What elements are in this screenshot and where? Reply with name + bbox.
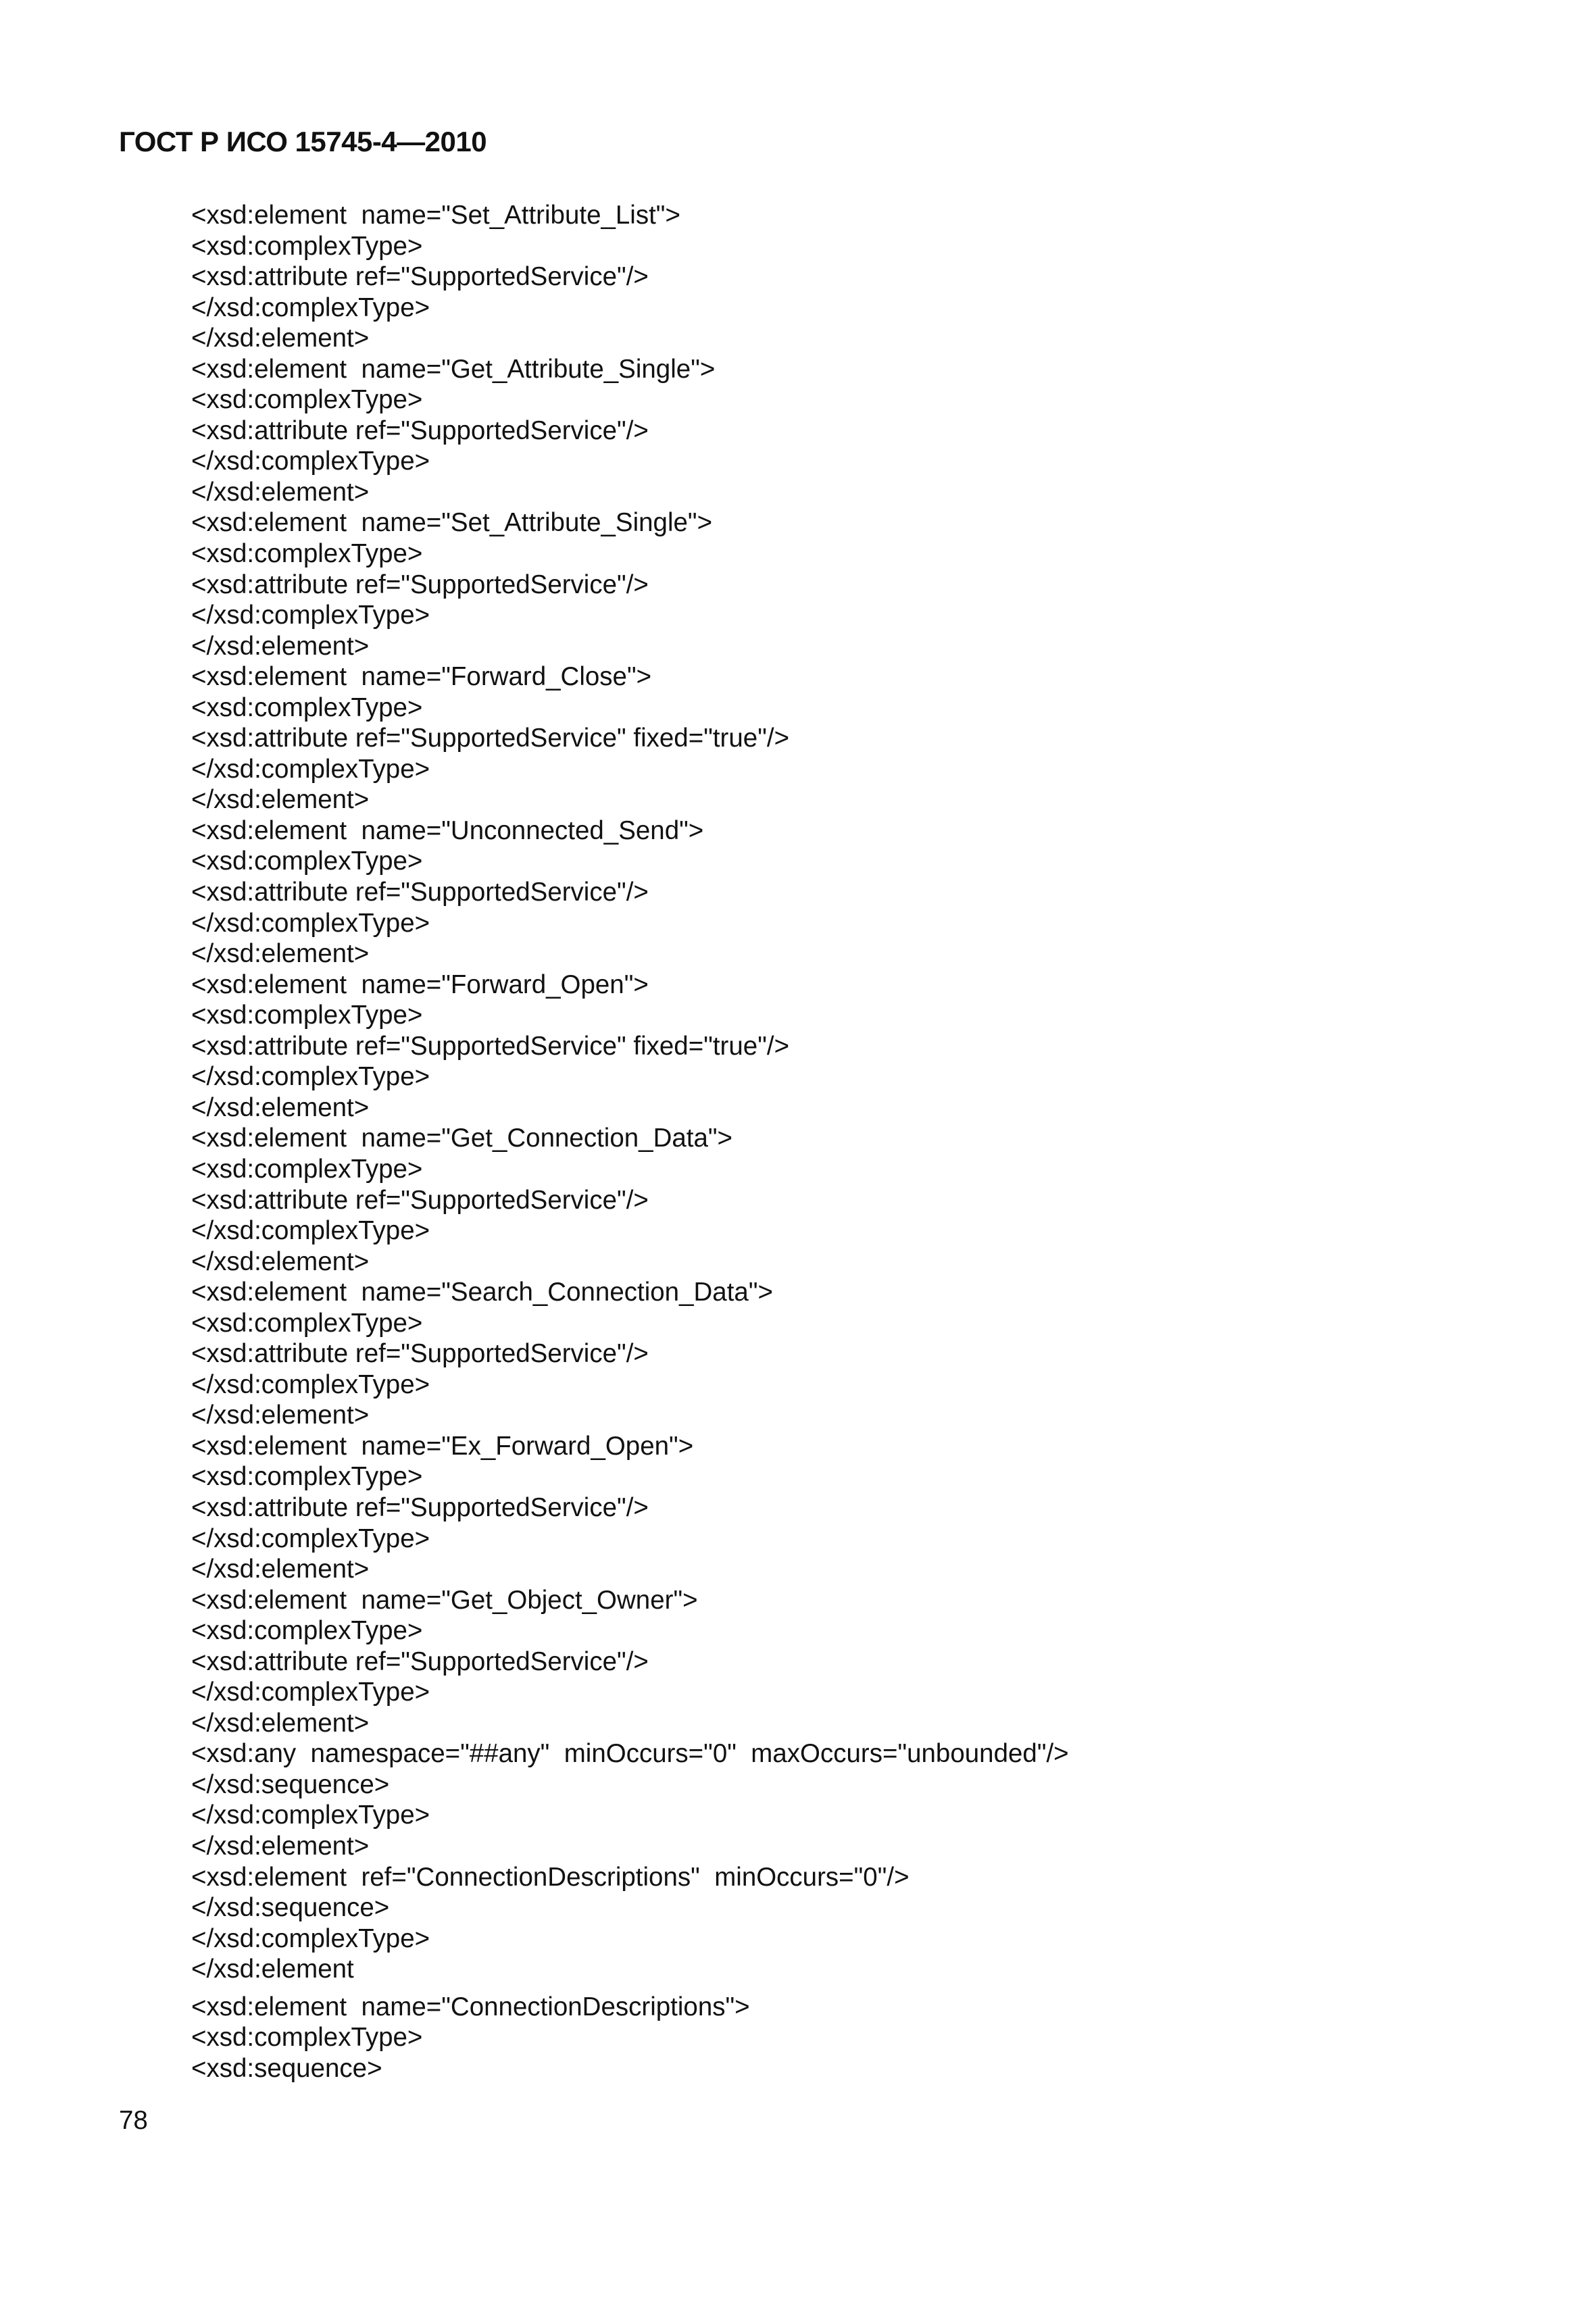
code-line: <xsd:element name="Forward_Open">	[191, 970, 649, 999]
code-line: <xsd:attribute ref="SupportedService"/>	[191, 1339, 649, 1369]
code-line: </xsd:complexType>	[191, 1524, 430, 1553]
code-line: </xsd:complexType>	[191, 1801, 430, 1830]
code-line: <xsd:attribute ref="SupportedService"/>	[191, 1646, 649, 1676]
code-line: <xsd:attribute ref="SupportedService" fixed="true"/>	[191, 724, 790, 753]
code-line: <xsd:element ref="ConnectionDescriptions" minOccurs="0"/>	[191, 1862, 909, 1892]
code-line: <xsd:attribute ref="SupportedService"/>	[191, 878, 649, 907]
code-line: </xsd:complexType>	[191, 1216, 430, 1246]
code-line: <xsd:attribute ref="SupportedService"/>	[191, 1492, 649, 1522]
code-line: <xsd:complexType>	[191, 693, 423, 722]
code-line: </xsd:complexType>	[191, 908, 430, 938]
code-line: </xsd:complexType>	[191, 1062, 430, 1092]
code-line: <xsd:complexType>	[191, 1154, 423, 1184]
code-line: </xsd:complexType>	[191, 601, 430, 630]
code-line: </xsd:complexType>	[191, 1369, 430, 1399]
code-line: <xsd:element name="Get_Connection_Data">	[191, 1124, 733, 1153]
xml-schema-code-block	[191, 200, 1475, 2084]
code-line: </xsd:element>	[191, 631, 370, 661]
code-line: </xsd:element>	[191, 477, 370, 507]
code-line: <xsd:sequence>	[191, 2053, 382, 2083]
document-header: ГОСТ Р ИСО 15745-4—2010	[119, 126, 487, 157]
code-line: <xsd:element name="ConnectionDescriptions">	[191, 1992, 750, 2021]
code-line: <xsd:complexType>	[191, 1462, 423, 1492]
code-line: </xsd:element>	[191, 1401, 370, 1430]
code-line: <xsd:attribute ref="SupportedService" fixed="true"/>	[191, 1031, 790, 1061]
code-line: </xsd:complexType>	[191, 1678, 430, 1707]
code-line: </xsd:element>	[191, 939, 370, 969]
code-line: </xsd:element>	[191, 324, 370, 353]
code-line: <xsd:complexType>	[191, 847, 423, 876]
code-line: </xsd:element>	[191, 1247, 370, 1276]
code-line: <xsd:complexType>	[191, 2023, 423, 2053]
code-line: </xsd:sequence>	[191, 1769, 390, 1799]
code-line: </xsd:element	[191, 1955, 354, 1984]
page-number: 78	[119, 2106, 148, 2135]
code-line: <xsd:complexType>	[191, 1616, 423, 1646]
code-line: <xsd:element name="Unconnected_Send">	[191, 815, 704, 845]
code-line: </xsd:element>	[191, 785, 370, 815]
code-line: </xsd:sequence>	[191, 1893, 390, 1923]
code-line: <xsd:element name="Set_Attribute_List">	[191, 201, 680, 230]
code-line: <xsd:element name="Get_Object_Owner">	[191, 1585, 698, 1615]
code-line: <xsd:complexType>	[191, 539, 423, 569]
code-line: <xsd:element name="Search_Connection_Data">	[191, 1278, 773, 1307]
code-line: <xsd:element name="Set_Attribute_Single">	[191, 508, 713, 538]
code-line: </xsd:complexType>	[191, 293, 430, 322]
code-line: <xsd:complexType>	[191, 1308, 423, 1338]
code-line: <xsd:attribute ref="SupportedService"/>	[191, 416, 649, 445]
code-line: <xsd:complexType>	[191, 231, 423, 261]
code-line: <xsd:element name="Ex_Forward_Open">	[191, 1431, 694, 1461]
code-line: </xsd:element>	[191, 1831, 370, 1861]
code-line: </xsd:complexType>	[191, 1923, 430, 1953]
code-line: <xsd:complexType>	[191, 385, 423, 415]
code-line: <xsd:element name="Get_Attribute_Single">	[191, 354, 716, 384]
code-line: <xsd:attribute ref="SupportedService"/>	[191, 1185, 649, 1215]
code-line: </xsd:element>	[191, 1708, 370, 1738]
code-line: </xsd:complexType>	[191, 754, 430, 784]
code-line: <xsd:attribute ref="SupportedService"/>	[191, 570, 649, 599]
code-line: </xsd:complexType>	[191, 447, 430, 476]
code-line: <xsd:complexType>	[191, 1001, 423, 1030]
code-line: </xsd:element>	[191, 1092, 370, 1122]
code-line: </xsd:element>	[191, 1555, 370, 1584]
code-line: <xsd:attribute ref="SupportedService"/>	[191, 262, 649, 292]
code-line: <xsd:any namespace="##any" minOccurs="0" maxOccurs="unbounded"/>	[191, 1739, 1069, 1769]
code-line: <xsd:element name="Forward_Close">	[191, 662, 652, 692]
